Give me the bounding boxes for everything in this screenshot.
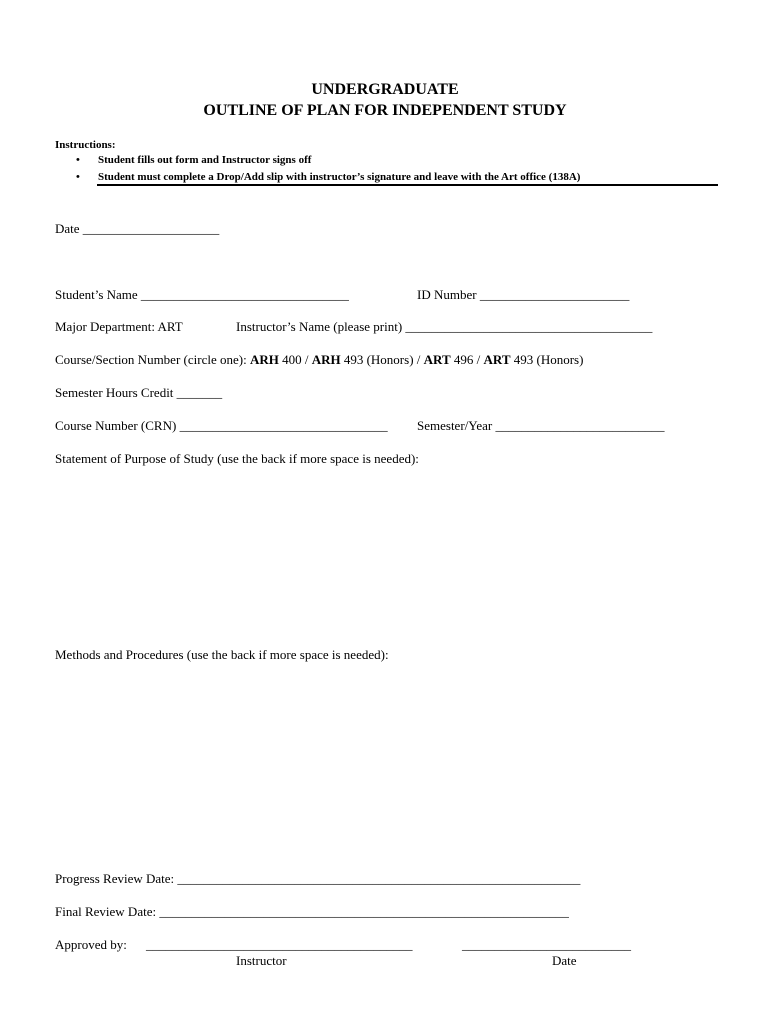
- instructor-name-field[interactable]: Instructor’s Name (please print) ______________________________________: [236, 319, 653, 334]
- final-review-date-field[interactable]: Final Review Date: _______________________________________________________________: [55, 904, 569, 919]
- course-option-number[interactable]: 400 /: [278, 352, 312, 367]
- progress-review-date-field[interactable]: Progress Review Date: ______________________________________________________________: [55, 871, 581, 886]
- bullet-icon: •: [76, 154, 80, 166]
- major-department-field: Major Department: ART: [55, 319, 183, 334]
- approved-by-label: Approved by:: [55, 937, 127, 952]
- instructor-signature-line[interactable]: _________________________________________: [146, 937, 413, 952]
- course-option-prefix[interactable]: ART: [483, 352, 511, 367]
- date-field[interactable]: Date _____________________: [55, 221, 220, 236]
- course-option-number[interactable]: 496 /: [450, 352, 484, 367]
- semester-hours-field[interactable]: Semester Hours Credit _______: [55, 385, 223, 400]
- course-number-field[interactable]: Course Number (CRN) ________________________________: [55, 418, 388, 433]
- id-number-field[interactable]: ID Number _______________________: [417, 287, 630, 302]
- page-title-line2: OUTLINE OF PLAN FOR INDEPENDENT STUDY: [203, 102, 567, 119]
- date-caption: Date: [552, 953, 577, 968]
- instructions-heading: Instructions:: [55, 139, 116, 151]
- student-name-field[interactable]: Student’s Name ________________________________: [55, 287, 349, 302]
- course-option-number[interactable]: 493 (Honors): [510, 352, 584, 367]
- semester-year-field[interactable]: Semester/Year __________________________: [417, 418, 665, 433]
- instructor-caption: Instructor: [236, 953, 287, 968]
- course-option-prefix[interactable]: ARH: [311, 352, 341, 367]
- instructions-divider: [97, 184, 718, 186]
- instruction-text: Student must complete a Drop/Add slip with instructor’s signature and leave with the Art office (138A): [98, 171, 581, 183]
- instruction-item: [76, 170, 580, 184]
- course-option-prefix[interactable]: ART: [423, 352, 451, 367]
- course-section-field[interactable]: [55, 352, 583, 368]
- course-option-number[interactable]: 493 (Honors) /: [340, 352, 424, 367]
- methods-procedures-label: Methods and Procedures (use the back if more space is needed):: [55, 647, 389, 662]
- instruction-text: Student fills out form and Instructor signs off: [98, 154, 312, 166]
- bullet-icon: •: [76, 171, 80, 183]
- approval-date-line[interactable]: __________________________: [462, 937, 631, 952]
- page-title-line1: UNDERGRADUATE: [311, 81, 459, 98]
- course-section-label: Course/Section Number (circle one):: [55, 352, 250, 367]
- statement-purpose-label: Statement of Purpose of Study (use the back if more space is needed):: [55, 451, 419, 466]
- course-option-prefix[interactable]: ARH: [249, 352, 279, 367]
- instruction-item: [76, 153, 311, 167]
